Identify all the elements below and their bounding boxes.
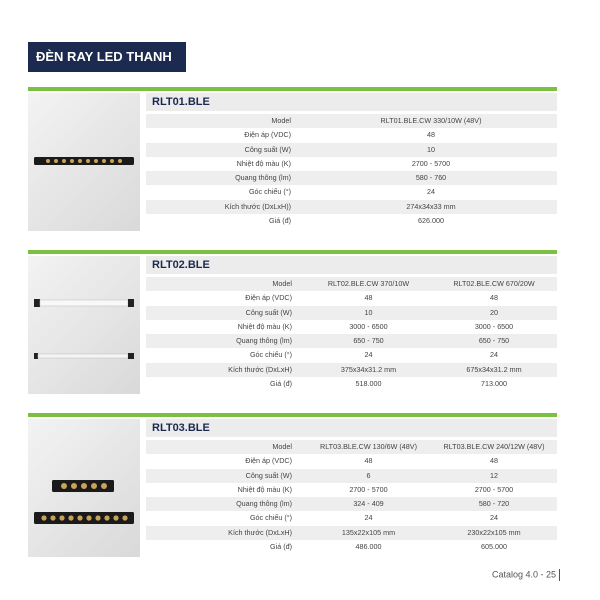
short-track-light-icon xyxy=(52,479,114,493)
spec-label: Góc chiếu (°) xyxy=(249,350,292,360)
spec-value: RLT03.BLE.CW 240/12W (48V) xyxy=(443,442,545,451)
spec-value: 2700 - 5700 xyxy=(411,158,451,168)
spec-label: Công suất (W) xyxy=(245,470,292,480)
spec-label: Điện áp (VDC) xyxy=(245,293,292,303)
spec-row xyxy=(146,157,557,171)
spec-row xyxy=(146,454,557,468)
spec-label: Model xyxy=(271,116,291,125)
spec-value: 605.000 xyxy=(481,542,507,552)
spec-value: 48 xyxy=(490,456,498,466)
product-photo xyxy=(28,256,140,394)
spec-row xyxy=(146,526,557,540)
spec-row xyxy=(146,128,557,142)
spec-table xyxy=(146,277,557,391)
spec-label: Model xyxy=(272,442,292,451)
spec-row xyxy=(146,440,557,454)
tube-light-long-icon xyxy=(34,298,134,308)
spec-value: RLT02.BLE.CW 370/10W xyxy=(327,279,410,288)
tube-light-short-icon xyxy=(34,352,134,360)
spec-value: 324 - 409 xyxy=(353,499,384,509)
spec-value: 3000 - 6500 xyxy=(349,321,388,331)
spec-value: 10 xyxy=(427,144,435,154)
spec-row xyxy=(146,185,557,199)
spec-label: Quang thông (lm) xyxy=(235,173,291,183)
section-accent-bar xyxy=(28,87,557,91)
spec-row xyxy=(146,511,557,525)
spec-row xyxy=(146,277,557,291)
spec-label: Kích thước (DxLxH)) xyxy=(224,201,291,211)
spec-row xyxy=(146,291,557,305)
page-title: ĐÈN RAY LED THANH xyxy=(28,42,186,72)
spec-value: 518.000 xyxy=(355,379,382,389)
spec-row xyxy=(146,306,557,320)
track-light-bar-icon xyxy=(34,155,134,167)
spec-label: Điện áp (VDC) xyxy=(245,456,292,466)
spec-value: 2700 - 5700 xyxy=(474,484,514,494)
footer-text: Catalog 4.0 - 25 xyxy=(491,569,556,580)
section-accent-bar xyxy=(28,413,557,417)
long-track-light-icon xyxy=(34,511,134,525)
spec-row xyxy=(146,214,557,228)
spec-value: 3000 - 6500 xyxy=(474,321,514,331)
product-photo xyxy=(28,93,140,231)
product-photo xyxy=(28,419,140,557)
spec-label: Điện áp (VDC) xyxy=(244,130,291,140)
spec-row xyxy=(146,143,557,157)
spec-row xyxy=(146,114,557,128)
spec-label: Giá (đ) xyxy=(269,216,291,226)
spec-value: 24 xyxy=(364,350,373,360)
spec-value: 580 - 720 xyxy=(478,499,510,509)
spec-label: Model xyxy=(272,279,292,288)
spec-label: Quang thông (lm) xyxy=(236,336,292,346)
spec-row xyxy=(146,483,557,497)
spec-label: Góc chiếu (°) xyxy=(248,187,291,197)
spec-value: 713.000 xyxy=(481,379,507,389)
spec-value: 12 xyxy=(490,470,498,480)
spec-value: 274x34x33 mm xyxy=(406,201,456,211)
spec-value: 48 xyxy=(364,456,373,466)
spec-label: Nhiệt độ màu (K) xyxy=(236,158,291,168)
spec-value: 20 xyxy=(490,307,498,317)
spec-value: 486.000 xyxy=(355,542,382,552)
spec-value: 580 - 760 xyxy=(415,173,447,183)
spec-value: 230x22x105 mm xyxy=(467,527,521,537)
spec-label: Giá (đ) xyxy=(270,542,292,552)
spec-label: Công suất (W) xyxy=(244,144,291,154)
spec-value: 24 xyxy=(490,513,498,523)
spec-row xyxy=(146,200,557,214)
product-section-rlt02 xyxy=(28,250,557,394)
spec-value: 375x34x31.2 mm xyxy=(340,364,397,374)
spec-row xyxy=(146,469,557,483)
spec-row xyxy=(146,497,557,511)
product-name: RLT01.BLE xyxy=(146,93,557,111)
spec-value: 24 xyxy=(427,187,435,197)
product-section-rlt03 xyxy=(28,413,557,557)
spec-value: 135x22x105 mm xyxy=(341,527,396,537)
spec-table xyxy=(146,440,557,554)
spec-label: Giá (đ) xyxy=(270,379,292,389)
product-name: RLT02.BLE xyxy=(146,256,557,274)
spec-value: RLT03.BLE.CW 130/6W (48V) xyxy=(320,442,417,451)
spec-label: Kích thước (DxLxH) xyxy=(228,364,292,374)
spec-value: 48 xyxy=(427,130,435,140)
spec-value: 10 xyxy=(364,307,373,317)
spec-value: 24 xyxy=(364,513,373,523)
spec-label: Quang thông (lm) xyxy=(236,499,292,509)
section-accent-bar xyxy=(28,250,557,254)
spec-row xyxy=(146,171,557,185)
spec-label: Nhiệt độ màu (K) xyxy=(237,321,292,331)
spec-value: 626.000 xyxy=(418,216,444,226)
spec-label: Kích thước (DxLxH) xyxy=(228,527,292,537)
spec-value: 24 xyxy=(490,350,498,360)
spec-row xyxy=(146,363,557,377)
footer-divider xyxy=(559,569,560,581)
spec-row xyxy=(146,334,557,348)
spec-label: Góc chiếu (°) xyxy=(249,513,292,523)
spec-value: RLT02.BLE.CW 670/20W xyxy=(453,279,535,288)
spec-value: 48 xyxy=(490,293,498,303)
product-section-rlt01 xyxy=(28,87,557,231)
spec-value: 650 - 750 xyxy=(353,336,384,346)
spec-value: 2700 - 5700 xyxy=(349,484,388,494)
spec-value: 650 - 750 xyxy=(478,336,510,346)
spec-value: 675x34x31.2 mm xyxy=(466,364,522,374)
spec-label: Nhiệt độ màu (K) xyxy=(237,484,292,494)
spec-table xyxy=(146,114,557,228)
product-name: RLT03.BLE xyxy=(146,419,557,437)
spec-row xyxy=(146,348,557,362)
spec-row xyxy=(146,540,557,554)
spec-row xyxy=(146,377,557,391)
spec-row xyxy=(146,320,557,334)
spec-label: Công suất (W) xyxy=(245,307,292,317)
spec-value: 48 xyxy=(364,293,373,303)
spec-value: 6 xyxy=(366,470,371,480)
page-footer xyxy=(492,569,560,581)
spec-value: RLT01.BLE.CW 330/10W (48V) xyxy=(380,116,482,125)
